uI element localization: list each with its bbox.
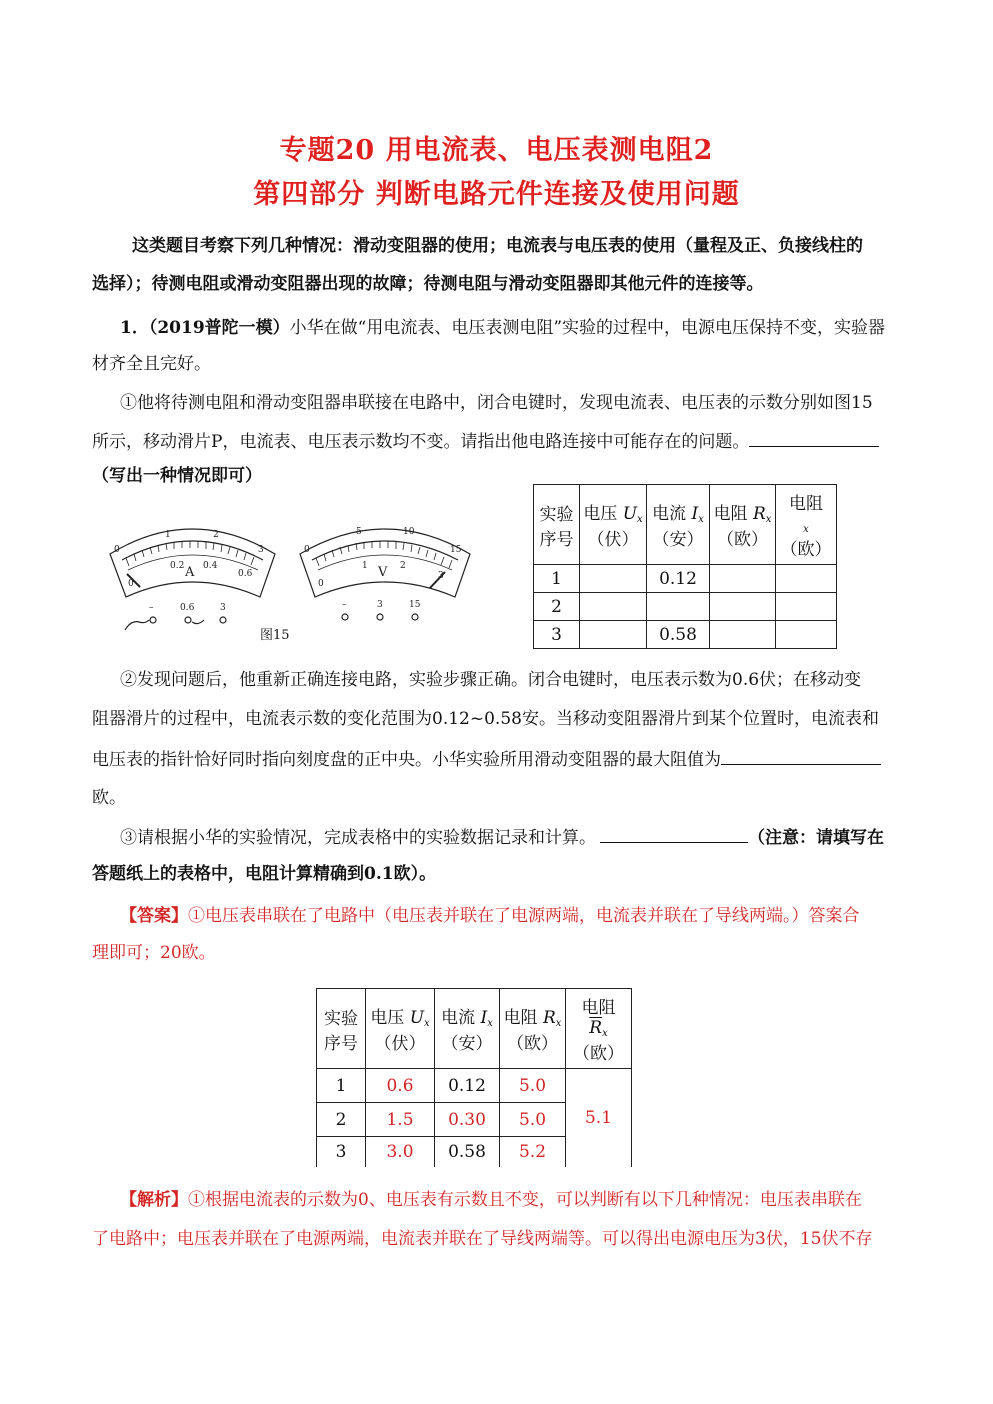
part3-note: （注意：请填写在	[748, 828, 884, 848]
answer-line-2: 理即可；20欧。	[92, 943, 216, 963]
answer-tag: 【答案】	[120, 906, 188, 926]
figure-15-meters	[100, 512, 480, 642]
cell-no: 2	[317, 1103, 366, 1137]
ammeter-top-3: 3	[258, 545, 264, 555]
header-resistance: 电阻 $R_x$ （欧）	[500, 989, 566, 1069]
part2-line-2: 阻器滑片的过程中，电流表示数的变化范围为0.12~0.58安。当移动变阻器滑片到某个位置时，电流表和	[92, 709, 879, 729]
header-voltage: 电压 $U_x$ （伏）	[580, 485, 647, 565]
voltmeter-terminal-3	[377, 614, 383, 620]
cell-avg: 5.1	[566, 1069, 632, 1167]
cell-current: 0.12	[647, 565, 710, 593]
part2-text: 电压表的指针恰好同时指向刻度盘的正中央。小华实验所用滑动变阻器的最大阻值为	[92, 750, 721, 770]
voltmeter-dial	[300, 529, 470, 597]
voltmeter-bottom-2: 2	[400, 561, 406, 571]
voltmeter-bottom-3: 3	[438, 571, 444, 581]
cell-no: 3	[317, 1137, 366, 1167]
voltmeter-letter: V	[378, 565, 388, 580]
voltmeter-top-10: 10	[403, 527, 415, 537]
question-stem: 小华在做“用电流表、电压表测电阻”实验的过程中，电源电压保持不变，实验器	[289, 318, 886, 338]
ammeter-letter: A	[185, 565, 195, 580]
cell-current: 0.58	[435, 1137, 500, 1167]
header-resistance: 电阻 $R_x$ （欧）	[710, 485, 776, 565]
table-header-row	[317, 989, 632, 1069]
part3-line-1	[120, 824, 884, 850]
cell-resistance: 5.0	[500, 1103, 566, 1137]
voltmeter-terminal-neg	[342, 614, 348, 620]
header-index: 实验 序号	[534, 485, 580, 565]
ammeter-bottom-0: 0	[128, 579, 134, 589]
cell-resistance: 5.0	[500, 1069, 566, 1103]
table-header-row	[534, 485, 837, 565]
ammeter-wire-2	[192, 620, 204, 624]
ammeter-terminal-0-6	[185, 617, 191, 623]
title-line-2: 第四部分 判断电路元件连接及使用问题	[253, 179, 740, 210]
cell-avg[interactable]	[776, 565, 837, 593]
ammeter-top-1: 1	[165, 530, 171, 540]
cell-avg-empty[interactable]	[776, 621, 837, 649]
cell-no: 1	[317, 1069, 366, 1103]
table-row	[317, 1069, 632, 1103]
part2-line-3	[92, 746, 881, 772]
analysis-line-1	[120, 1188, 862, 1212]
cell-voltage: 3.0	[366, 1137, 435, 1167]
voltmeter-top-5: 5	[356, 527, 362, 537]
voltmeter-scale-arc	[312, 541, 458, 560]
cell-current: 0.12	[435, 1069, 500, 1103]
voltmeter-terminal-label-3: 3	[377, 600, 383, 610]
ammeter-dial	[110, 529, 275, 597]
ammeter-top-2: 2	[213, 530, 219, 540]
header-index: 实验 序号	[317, 989, 366, 1069]
cell-no: 1	[534, 565, 580, 593]
figure-caption: 图15	[260, 628, 290, 643]
header-avg-resistance: 电阻 $\overline{R}_x$ （欧）	[566, 989, 632, 1069]
answer-blank-1[interactable]	[749, 428, 879, 447]
voltmeter-top-15: 15	[450, 545, 462, 555]
answer-table	[316, 988, 632, 1167]
question-table	[533, 484, 837, 649]
ammeter-wire	[125, 620, 149, 630]
cell-current: 0.30	[435, 1103, 500, 1137]
ammeter-bottom-0-6: 0.6	[238, 569, 253, 579]
title-line-1: 专题20 用电流表、电压表测电阻2	[279, 135, 714, 166]
voltmeter-bottom-0: 0	[318, 579, 324, 589]
header-current: 电流 $I_x$ （安）	[647, 485, 710, 565]
header-voltage: 电压 $U_x$ （伏）	[366, 989, 435, 1069]
intro-line-1: 这类题目考察下列几种情况：滑动变阻器的使用；电流表与电压表的使用（量程及正、负接线柱的	[132, 236, 863, 256]
part1-note: （写出一种情况即可）	[92, 466, 262, 486]
part1-line-2	[92, 428, 879, 454]
cell-no: 2	[534, 593, 580, 621]
cell-current: 0.58	[647, 621, 710, 649]
cell-voltage[interactable]	[580, 565, 647, 593]
question-stem-line-2: 材齐全且完好。	[92, 354, 211, 374]
ammeter-ticks	[126, 541, 254, 566]
analysis-text: ①根据电流表的示数为0、电压表有示数且不变，可以判断有以下几种情况：电压表串联在	[188, 1190, 862, 1210]
voltmeter-terminal-label-neg: –	[342, 600, 347, 610]
ammeter-terminal-label-0-6: 0.6	[180, 603, 195, 613]
voltmeter-top-0: 0	[304, 545, 310, 555]
voltmeter-terminal-label-15: 15	[409, 600, 421, 610]
part3-text: ③请根据小华的实验情况，完成表格中的实验数据记录和计算。	[120, 828, 596, 848]
table-row	[534, 621, 837, 649]
ammeter-bottom-0-4: 0.4	[203, 561, 218, 571]
cell-resistance: 5.2	[500, 1137, 566, 1167]
cell-resistance[interactable]	[710, 593, 776, 621]
question-number: 1．	[120, 318, 149, 338]
cell-resistance[interactable]	[710, 621, 776, 649]
ammeter-bottom-0-2: 0.2	[170, 561, 185, 571]
part3-line-2: 答题纸上的表格中，电阻计算精确到0.1欧）。	[92, 864, 437, 884]
cell-voltage: 1.5	[366, 1103, 435, 1137]
cell-voltage[interactable]	[580, 621, 647, 649]
ammeter-terminal-3	[220, 617, 226, 623]
question-source: （2019普陀一模）	[148, 318, 290, 338]
part1-text: 所示，移动滑片P，电流表、电压表示数均不变。请指出他电路连接中可能存在的问题。	[92, 432, 750, 452]
voltmeter-ticks	[316, 541, 452, 568]
table-row	[534, 565, 837, 593]
cell-voltage: 0.6	[366, 1069, 435, 1103]
analysis-tag: 【解析】	[120, 1190, 188, 1210]
cell-voltage[interactable]	[580, 593, 647, 621]
ammeter-scale-arc	[122, 541, 263, 560]
analysis-line-2: 了电路中；电压表并联在了电源两端，电流表并联在了导线两端等。可以得出电源电压为3伏，15伏不存	[92, 1229, 873, 1249]
intro-line-2: 选择）；待测电阻或滑动变阻器出现的故障；待测电阻与滑动变阻器即其他元件的连接等。	[92, 274, 764, 294]
cell-no: 3	[534, 621, 580, 649]
cell-current[interactable]	[647, 593, 710, 621]
table-row	[534, 593, 837, 621]
part2-line-4: 欧。	[92, 788, 126, 808]
header-avg-resistance: 电阻 $_x$ （欧）	[776, 485, 837, 565]
part2-line-1: ②发现问题后，他重新正确连接电路，实验步骤正确。闭合电键时，电压表示数为0.6伏；在移动变	[120, 670, 862, 690]
part1-line-1: ①他将待测电阻和滑动变阻器串联接在电路中，闭合电键时，发现电流表、电压表的示数分别如图15	[120, 393, 873, 413]
cell-avg-empty[interactable]	[776, 593, 837, 621]
ammeter-terminal-label-neg: –	[149, 603, 154, 613]
answer-blank-3[interactable]	[600, 824, 748, 843]
answer-text: ①电压表串联在了电路中（电压表并联在了电源两端，电流表并联在了导线两端。）答案合	[188, 906, 860, 926]
voltmeter-terminal-15	[412, 614, 418, 620]
answer-line-1	[120, 904, 860, 928]
answer-blank-2[interactable]	[721, 746, 881, 765]
voltmeter-bottom-1: 1	[362, 561, 368, 571]
ammeter-top-0: 0	[114, 545, 120, 555]
ammeter-terminal-label-3: 3	[220, 603, 226, 613]
question-stem-line-1	[120, 316, 885, 340]
ammeter-terminal-neg	[150, 617, 156, 623]
header-current: 电流 $I_x$ （安）	[435, 989, 500, 1069]
cell-resistance[interactable]	[710, 565, 776, 593]
